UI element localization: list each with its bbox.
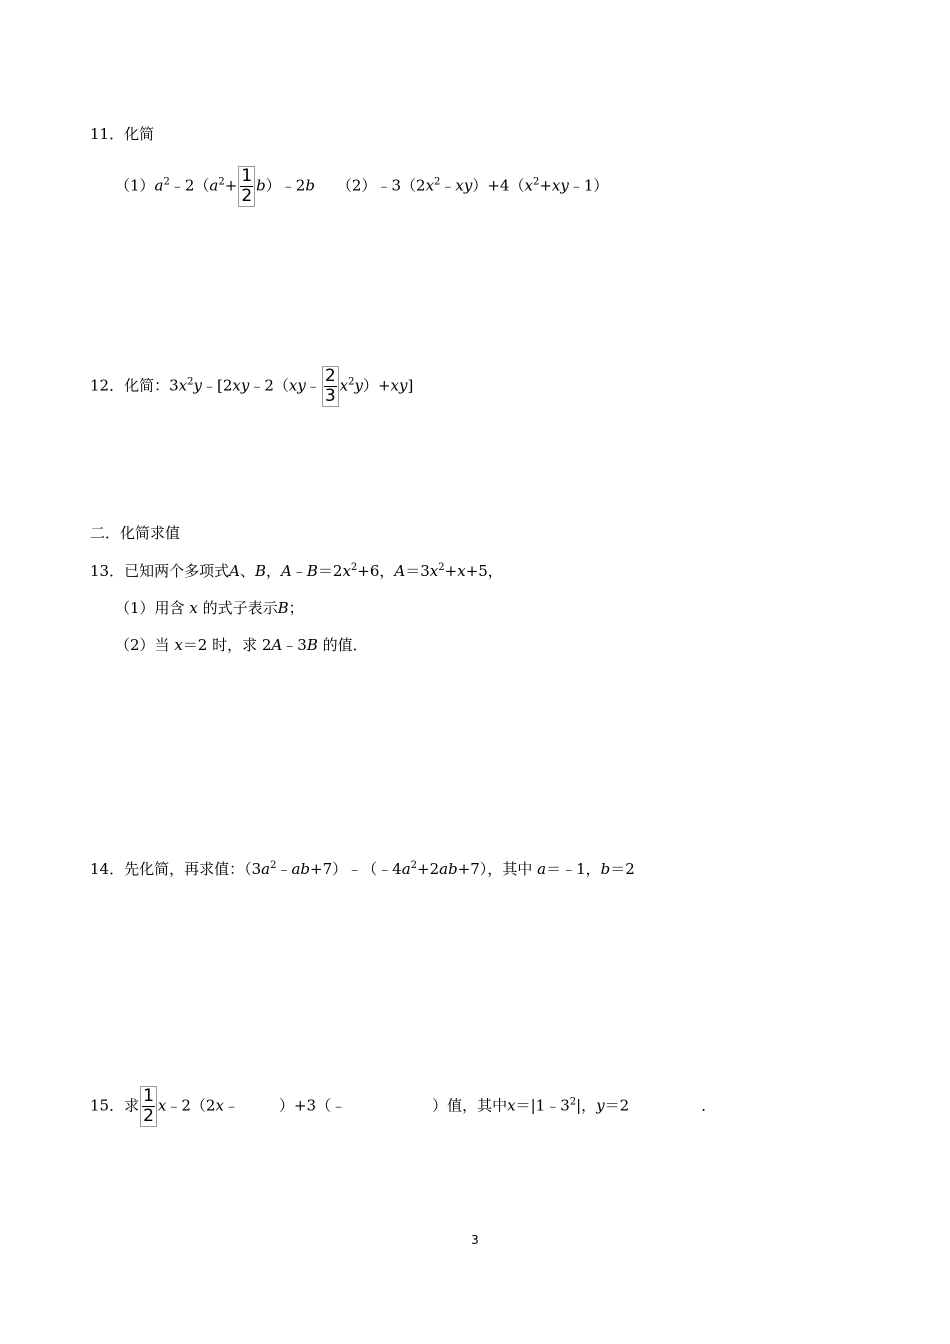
q12-label: 12．化简： bbox=[90, 376, 170, 395]
q11-parts: $(1)a^2﹣2(a^2+$ $\frac{1}{2}$ b）﹣2b $(2)﹣3(2x^2﹣xy)+4(x^2+xy﹣1)$ bbox=[115, 166, 609, 206]
q11-label: 11．化简 bbox=[90, 125, 155, 143]
q12-line: 12．化简：$3x^2y﹣[2xy﹣2(xy﹣$ $\frac{2}{3}$ $x^2y)+xy$] bbox=[90, 366, 414, 406]
q13-line: 13．已知两个多项式A、B，$A﹣B=2x^2+6$，$A=3x^2+x+5$， bbox=[90, 562, 503, 580]
q14-line: 14．先化简，再求值：$(3a^2﹣ab+7)﹣(﹣4a^2+2ab+7)$，其中 a＝﹣1，b＝2 bbox=[90, 860, 635, 878]
page-number: 3 bbox=[471, 1233, 479, 1247]
q13-sub2: （2）当 x＝2 时，求 2A﹣3B 的值． bbox=[115, 636, 368, 654]
q13-sub1: （1）用含 x 的式子表示B； bbox=[115, 599, 304, 617]
q11-title bbox=[90, 124, 154, 144]
q11-fraction: $\frac{1}{2}$ bbox=[238, 166, 255, 207]
section2-title: 二．化简求值 bbox=[90, 524, 181, 542]
q12-fraction: $\frac{2}{3}$ bbox=[322, 366, 339, 407]
q15-fraction: $\frac{1}{2}$ bbox=[140, 1086, 157, 1127]
q15-line: 15．求 $\frac{1}{2}$ x﹣2（2x﹣ ）+3（﹣ ）值，其中$x=|1﹣3^2|$，y＝2 ． bbox=[90, 1086, 717, 1126]
q11-p1-label: （1） bbox=[115, 176, 155, 195]
q11-p2-label: （2） bbox=[336, 176, 377, 195]
